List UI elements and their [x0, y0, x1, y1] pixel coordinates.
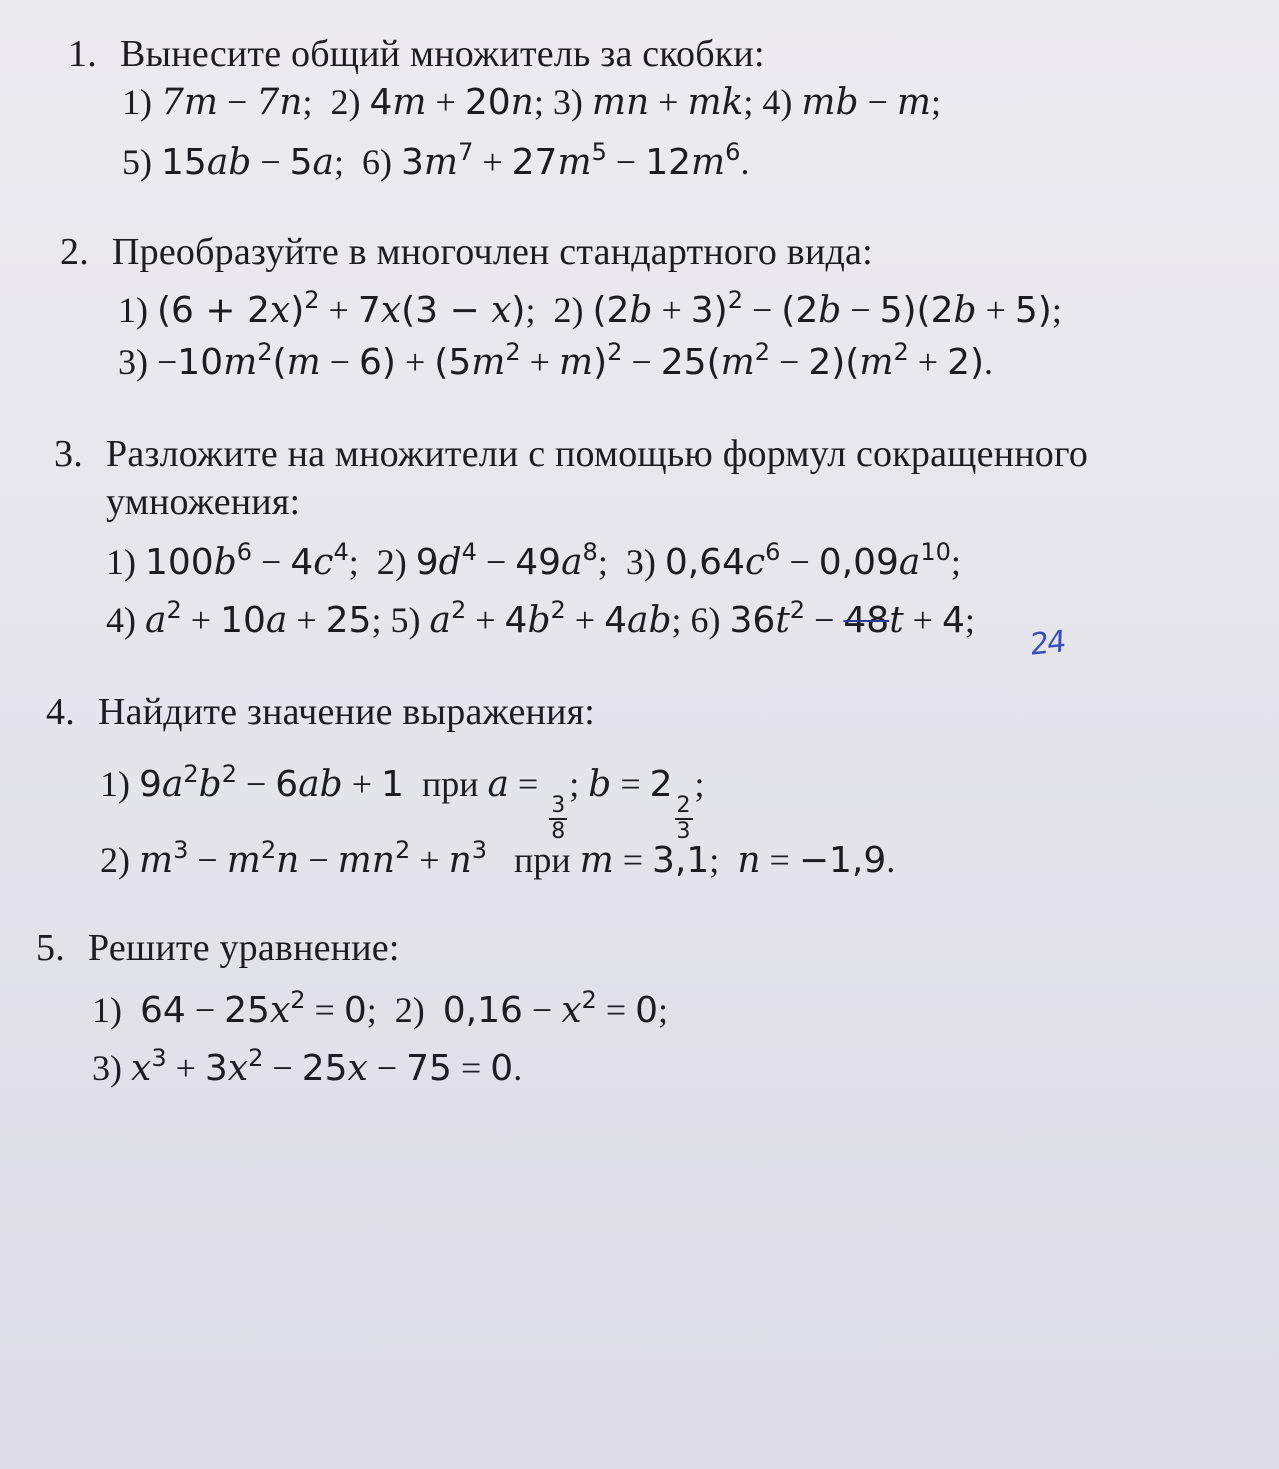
task-3-number: 3.: [54, 433, 83, 475]
task-4-line-2: 2) $m^3 - m^2n - mn^2 + n^3$ при m = 3,1; n = −1,9.: [100, 836, 896, 881]
task-2-line-2: $3) -10m^2(m - 6) + (5m^2 + m)^2 - 25(m^2 - 2)(m^2 + 2)$.: [118, 338, 994, 383]
task-2-title: Преобразуйте в многочлен стандартного вида:: [112, 231, 873, 273]
task-2-line-1: 1) $(6 + 2x)^2 + 7x(3 - x)$; 2) $(2b + 3)^2 - (2b - 5)(2b + 5)$;: [118, 286, 1062, 331]
task-5-line-2: 3) $x^3 + 3x^2 - 25x - 75 = 0$.: [92, 1044, 523, 1089]
task-2-heading: [60, 230, 873, 274]
task-1-line-1: 1) 7m − 7n; 2) 4m + 20n; 3) mn + mk; 4) mb − m;: [122, 82, 942, 123]
handwritten-correction: 24: [1029, 624, 1065, 663]
task-4-heading: [46, 690, 595, 734]
task-4-number: 4.: [46, 691, 75, 733]
task-3-heading: [54, 432, 1088, 476]
task-3-title-continued: умножения:: [106, 481, 301, 523]
task-1-title: Вынесите общий множитель за скобки:: [120, 33, 765, 75]
task-1-heading: [68, 32, 765, 76]
task-3-line-1: 1) $100b^6 - 4c^4$; 2) $9d^4 - 49a^8$; 3) $0,64c^6 - 0,09a^{10}$;: [106, 538, 961, 583]
task-5-number: 5.: [36, 927, 65, 969]
task-4-line-1: 1) $9a^2b^2 - 6ab + 1$ при a = $\frac{3}{8}$ ; b = 2 $\frac{2}{3}$ ;: [100, 760, 705, 844]
task-3-title: Разложите на множители с помощью формул сокращенного: [106, 433, 1089, 475]
task-1-line-2: 5) 15ab − 5a; 6) $3m^7 + 27m^5 - 12m^6$.: [122, 138, 750, 183]
task-4-title: Найдите значение выражения:: [98, 691, 596, 733]
task-2-number: 2.: [60, 231, 89, 273]
task-3-line-2: 4) $a^2 + 10a + 25$; 5) $a^2 + 4b^2 + 4ab$; 6) $36t^2 - 48t + 4$;: [106, 596, 975, 641]
task-1-number: 1.: [68, 33, 97, 75]
task-5-title: Решите уравнение:: [88, 927, 400, 969]
task-5-heading: [36, 926, 400, 970]
task-5-line-1: 1) $64 - 25x^2 = 0$; 2) $0,16 - x^2 = 0$;: [92, 986, 669, 1031]
